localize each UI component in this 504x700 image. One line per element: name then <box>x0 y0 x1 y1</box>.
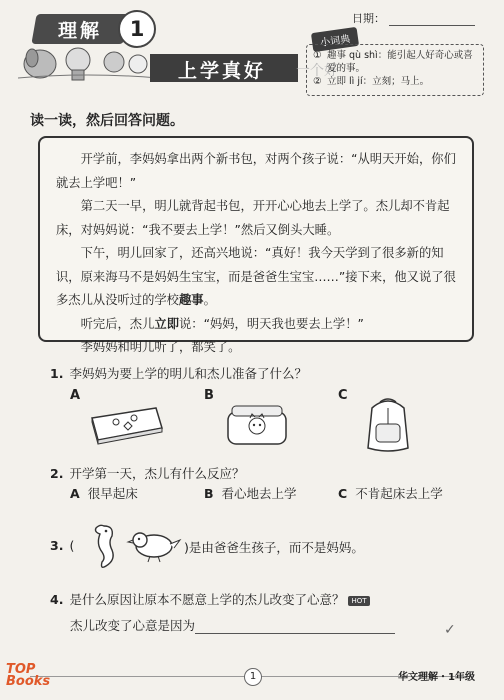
vocab-item <box>313 75 477 88</box>
passage-text: 第二天一早，明儿就背起书包，开开心心地去上学了。杰儿却不肯起床，对妈妈说：“我不要去上学！”然后又倒头大睡。 <box>56 199 450 237</box>
answer-row <box>70 616 395 634</box>
question-3 <box>50 538 74 553</box>
vocab-item-text: 趣事 qù shì：能引起人好奇心或喜爱的事。 <box>327 50 473 74</box>
question-text: 李妈妈为要上学的明儿和杰儿准备了什么？ <box>69 366 307 381</box>
answer-input[interactable] <box>195 619 395 634</box>
date-field <box>352 10 475 26</box>
option-text: 很早起床 <box>87 486 138 501</box>
vocab-item <box>313 49 477 75</box>
vocab-highlight: 立即 <box>154 316 179 331</box>
lunch-box-icon[interactable] <box>222 398 292 450</box>
option-c[interactable] <box>338 484 443 502</box>
vocab-highlight: 趣事 <box>178 293 204 307</box>
logo-bottom: Books <box>6 674 51 689</box>
school-bag-icon[interactable] <box>362 394 414 456</box>
handwritten-mark: ✓ <box>444 622 456 638</box>
question-text: 开学第一天，杰儿有什么反应？ <box>69 466 245 481</box>
date-label: 日期： <box>352 12 385 25</box>
book-title: 华文理解・1年级 <box>398 672 475 683</box>
logo-top: TOP <box>6 662 36 677</box>
passage-paragraph <box>56 148 460 195</box>
question-number: 2. <box>50 466 64 481</box>
lesson-number: 1 <box>118 10 156 48</box>
option-b-label[interactable]: B <box>204 388 214 403</box>
passage-paragraph <box>56 242 460 313</box>
answer-prefix: 杰儿改变了心意是因为 <box>70 618 196 633</box>
lesson-title: 上学真好 <box>178 60 267 82</box>
passage-paragraph <box>56 313 460 337</box>
show-through-text: 一个好 <box>296 63 338 79</box>
vocab-tag: 小词典 <box>311 27 359 52</box>
question-4 <box>50 590 370 608</box>
vocab-item-number: ① <box>313 50 322 61</box>
vocab-item-text: 立即 lì jí：立刻；马上。 <box>327 76 430 87</box>
question-number: 1. <box>50 366 64 381</box>
passage-text: 听完后，杰儿 <box>80 316 155 331</box>
page-number: 1 <box>244 668 262 686</box>
date-line <box>389 15 475 26</box>
passage-paragraph <box>56 195 460 242</box>
option-a[interactable] <box>70 484 138 502</box>
question-number: 3. <box>50 538 64 553</box>
passage-paragraph <box>56 336 460 360</box>
question-text: 是什么原因让原本不愿意上学的杰儿改变了心意？ <box>69 592 345 607</box>
option-letter: B <box>204 486 214 501</box>
question-3-tail: )是由爸爸生孩子，而不是妈妈。 <box>184 540 364 555</box>
option-c-label[interactable]: C <box>338 388 348 403</box>
vocab-box <box>306 44 484 96</box>
passage-text: 下午，明儿回家了，还高兴地说：“真好！我今天学到了很多新的知识，原来海马不是妈妈生宝宝，而是爸爸生宝宝……”接下来，他又说了很多杰儿从没听过的学校 <box>56 246 456 307</box>
question-1 <box>50 364 307 382</box>
passage-text: 。 <box>203 293 216 307</box>
section-label: 理解 <box>58 20 103 42</box>
publisher-logo <box>6 664 50 688</box>
hot-badge: HOT <box>348 596 369 606</box>
option-a-label[interactable]: A <box>70 388 81 403</box>
passage-text: 李妈妈和明儿听了，都笑了。 <box>80 340 241 354</box>
pencil-case-icon[interactable] <box>86 400 166 446</box>
reading-passage <box>38 136 474 354</box>
option-b[interactable] <box>204 484 297 502</box>
option-text: 不肯起床去上学 <box>355 486 443 501</box>
seahorse-icon[interactable] <box>86 520 122 572</box>
bird-icon[interactable] <box>126 524 182 564</box>
open-paren: ( <box>69 538 75 553</box>
instruction: 读一读，然后回答问题。 <box>30 113 184 129</box>
option-text: 看心地去上学 <box>221 486 297 501</box>
option-letter: C <box>338 486 348 501</box>
vocab-item-number: ② <box>313 76 322 87</box>
animals-illustration <box>18 38 158 82</box>
passage-text: 说：“妈妈，明天我也要去上学！” <box>179 316 364 331</box>
question-2 <box>50 464 244 482</box>
passage-text: 开学前，李妈妈拿出两个新书包，对两个孩子说：“从明天开始，你们就去上学吧！” <box>56 152 456 190</box>
option-letter: A <box>70 486 80 501</box>
question-number: 4. <box>50 592 64 607</box>
